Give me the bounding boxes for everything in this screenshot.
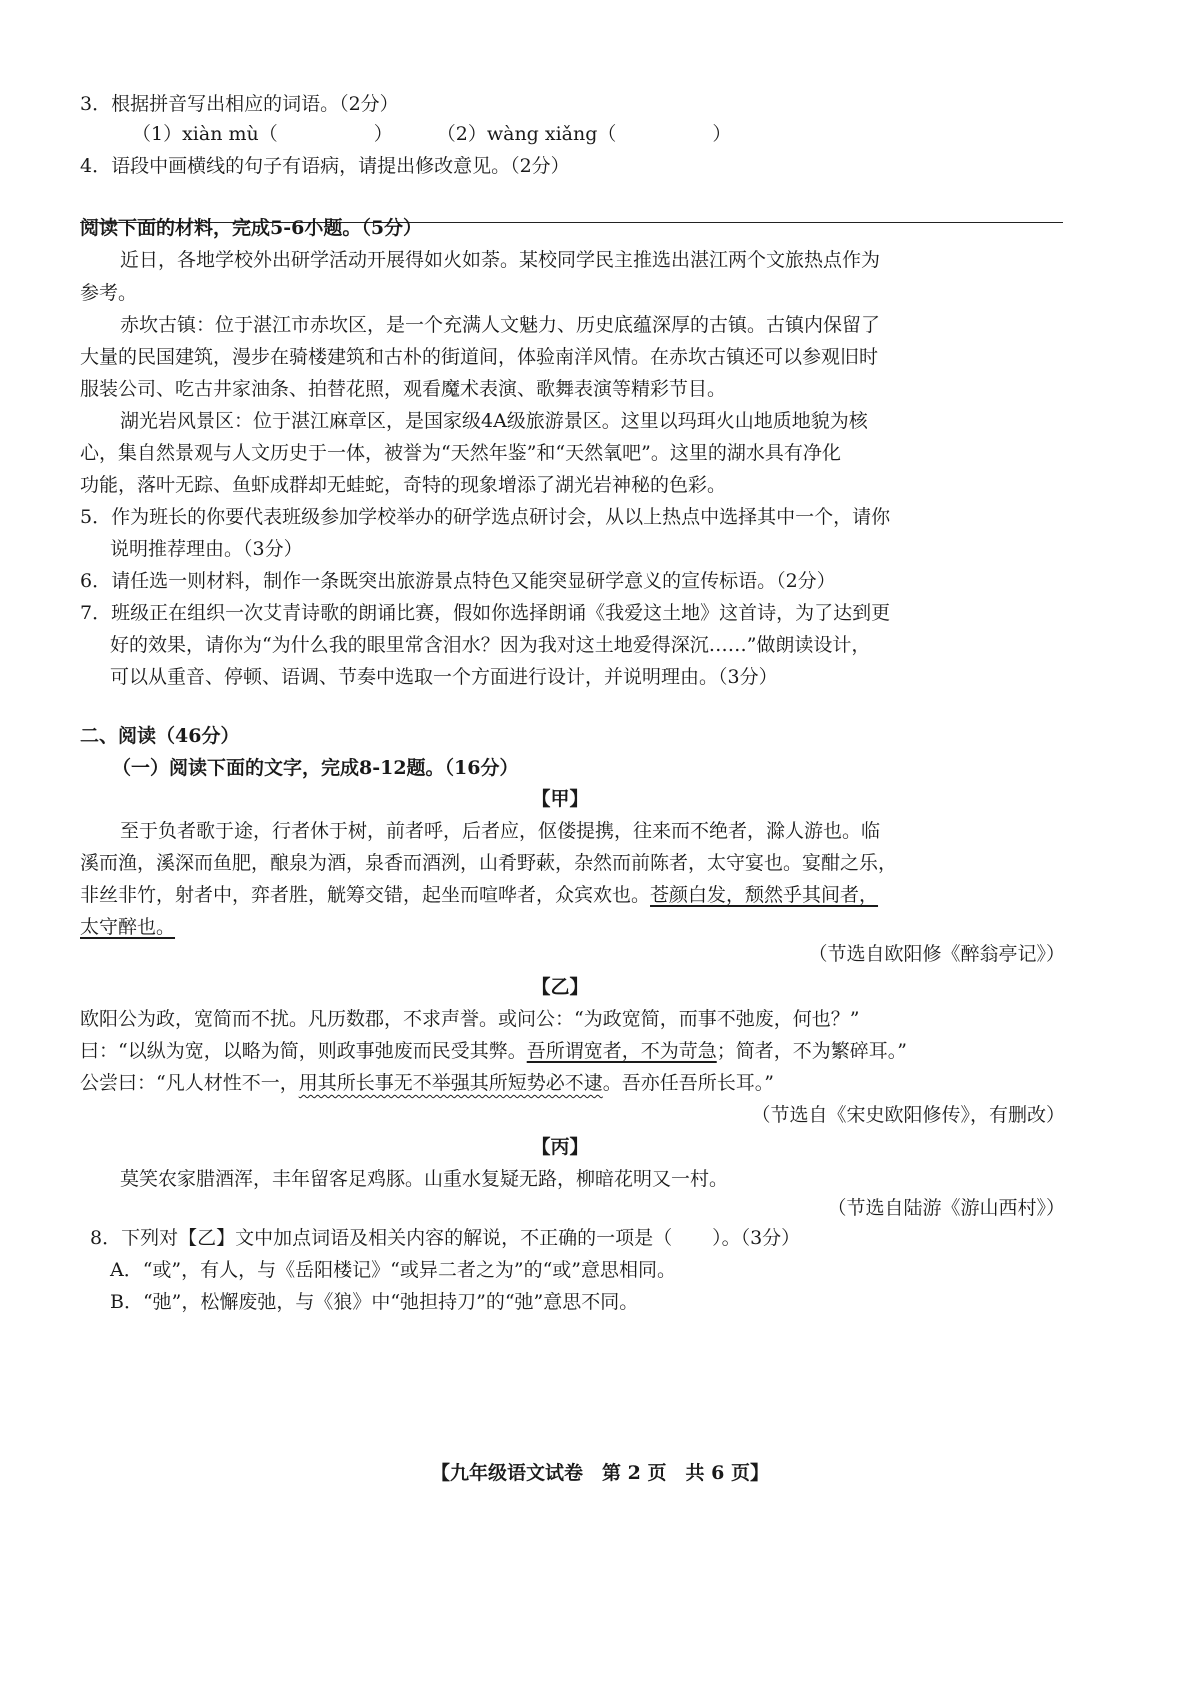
jia-underlined-sentence-end: 太守醉也。 [80,916,176,938]
chikan-line-1: 赤坎古镇：位于湛江市赤坎区，是一个充满人文魅力、历史底蕴深厚的古镇。古镇内保留了 [120,314,881,336]
jia-source: （节选自欧阳修《醉翁亭记》） [808,943,1065,965]
yi-line-2: 曰：“以纵为宽，以略为简，则政事弛废而民受其弊。吾所谓宽者，不为苛急；简者，不为繁碎耳。” [80,1040,907,1062]
jia-line-1: 至于负者歌于途，行者休于树，前者呼，后者应，伛偻提携，往来而不绝者，滁人游也。临 [120,820,881,842]
question-8-stem: 8．下列对【乙】文中加点词语及相关内容的解说，不正确的一项是（ ）。（3分） [90,1227,801,1249]
yi-underlined-sentence: 吾所谓宽者，不为苛急 [526,1040,717,1062]
passage-yi-title: 【乙】 [531,976,589,998]
question-3-stem: 3．根据拼音写出相应的词语。（2分） [80,93,399,115]
yi-wavy-underlined-sentence: 用其所长事无不举强其所短势必不逮 [298,1072,603,1094]
page-footer: 【九年级语文试卷 第 2 页 共 6 页】 [431,1462,769,1484]
huguang-line-2: 心，集自然景观与人文历史于一体，被誉为“天然年鉴”和“天然氧吧”。这里的湖水具有净化 [80,442,841,464]
bing-line-1: 莫笑农家腊酒浑，丰年留客足鸡豚。山重水复疑无路，柳暗花明又一村。 [120,1168,729,1190]
jia-underlined-sentence: 苍颜白发，颓然乎其间者， [650,884,879,906]
question-7-line-2: 好的效果，请你为“为什么我的眼里常含泪水？因为我对这土地爱得深沉……”做朗读设计， [110,634,871,656]
material-intro-line-1: 近日，各地学校外出研学活动开展得如火如荼。某校同学民主推选出湛江两个文旅热点作为 [120,249,881,271]
question-7-line-3: 可以从重音、停顿、语调、节奏中选取一个方面进行设计，并说明理由。（3分） [110,666,778,688]
passage-bing-title: 【丙】 [531,1136,589,1158]
section-2-heading: 二、阅读（46分） [80,725,240,747]
jia-line-2: 溪而渔，溪深而鱼肥，酿泉为酒，泉香而酒洌，山肴野蔌，杂然而前陈者，太守宴也。宴酣之乐， [80,852,898,874]
chikan-line-3: 服装公司、吃古井家油条、拍替花照，观看魔术表演、歌舞表演等精彩节目。 [80,378,727,400]
question-4-stem: 4．语段中画横线的句子有语病，请提出修改意见。（2分） [80,155,570,177]
material-intro-line-2: 参考。 [80,282,138,304]
chikan-line-2: 大量的民国建筑，漫步在骑楼建筑和古朴的街道间，体验南洋风情。在赤坎古镇还可以参观旧时 [80,346,879,368]
question-3-items: （1）xiàn mù（ ） （2）wàng xiǎng（ ） [132,123,732,145]
question-6-line-1: 6．请任选一则材料，制作一条既突出旅游景点特色又能突显研学意义的宣传标语。（2分） [80,570,836,592]
q3-item-2: （2）wàng xiǎng（ [436,123,617,145]
huguang-line-3: 功能，落叶无踪、鱼虾成群却无蛙蛇，奇特的现象增添了湖光岩神秘的色彩。 [80,474,727,496]
material-heading: 阅读下面的材料，完成5-6小题。（5分） [80,217,423,239]
question-7-line-1: 7．班级正在组织一次艾青诗歌的朗诵比赛，假如你选择朗诵《我爱这土地》这首诗，为了达到更 [80,602,891,624]
question-5-line-1: 5．作为班长的你要代表班级参加学校举办的研学选点研讨会，从以上热点中选择其中一个，请你 [80,506,891,528]
yi-line-1: 欧阳公为政，宽简而不扰。凡历数郡，不求声誉。或问公：“为政宽简，而事不弛废，何也？” [80,1008,860,1030]
yi-source: （节选自《宋史欧阳修传》，有删改） [751,1104,1065,1126]
q8-option-a: A．“或”，有人，与《岳阳楼记》“或异二者之为”的“或”意思相同。 [110,1259,677,1281]
q3-item-1: （1）xiàn mù（ [132,123,278,145]
yi-line-3: 公尝曰：“凡人材性不一，用其所长事无不举强其所短势必不逮。吾亦任吾所长耳。” [80,1072,774,1094]
question-5-line-2: 说明推荐理由。（3分） [110,538,303,560]
jia-line-3: 非丝非竹，射者中，弈者胜，觥筹交错，起坐而喧哗者，众宾欢也。苍颜白发，颓然乎其间者， [80,884,879,906]
passage-jia-title: 【甲】 [531,788,589,810]
q8-option-b: B．“弛”，松懈废弛，与《狼》中“弛担持刀”的“弛”意思不同。 [110,1291,639,1313]
section-2-sub-1: （一）阅读下面的文字，完成8-12题。（16分） [112,757,519,779]
huguang-line-1: 湖光岩风景区：位于湛江麻章区，是国家级4A级旅游景区。这里以玛珥火山地质地貌为核 [120,410,868,432]
bing-source: （节选自陆游《游山西村》） [827,1197,1065,1219]
